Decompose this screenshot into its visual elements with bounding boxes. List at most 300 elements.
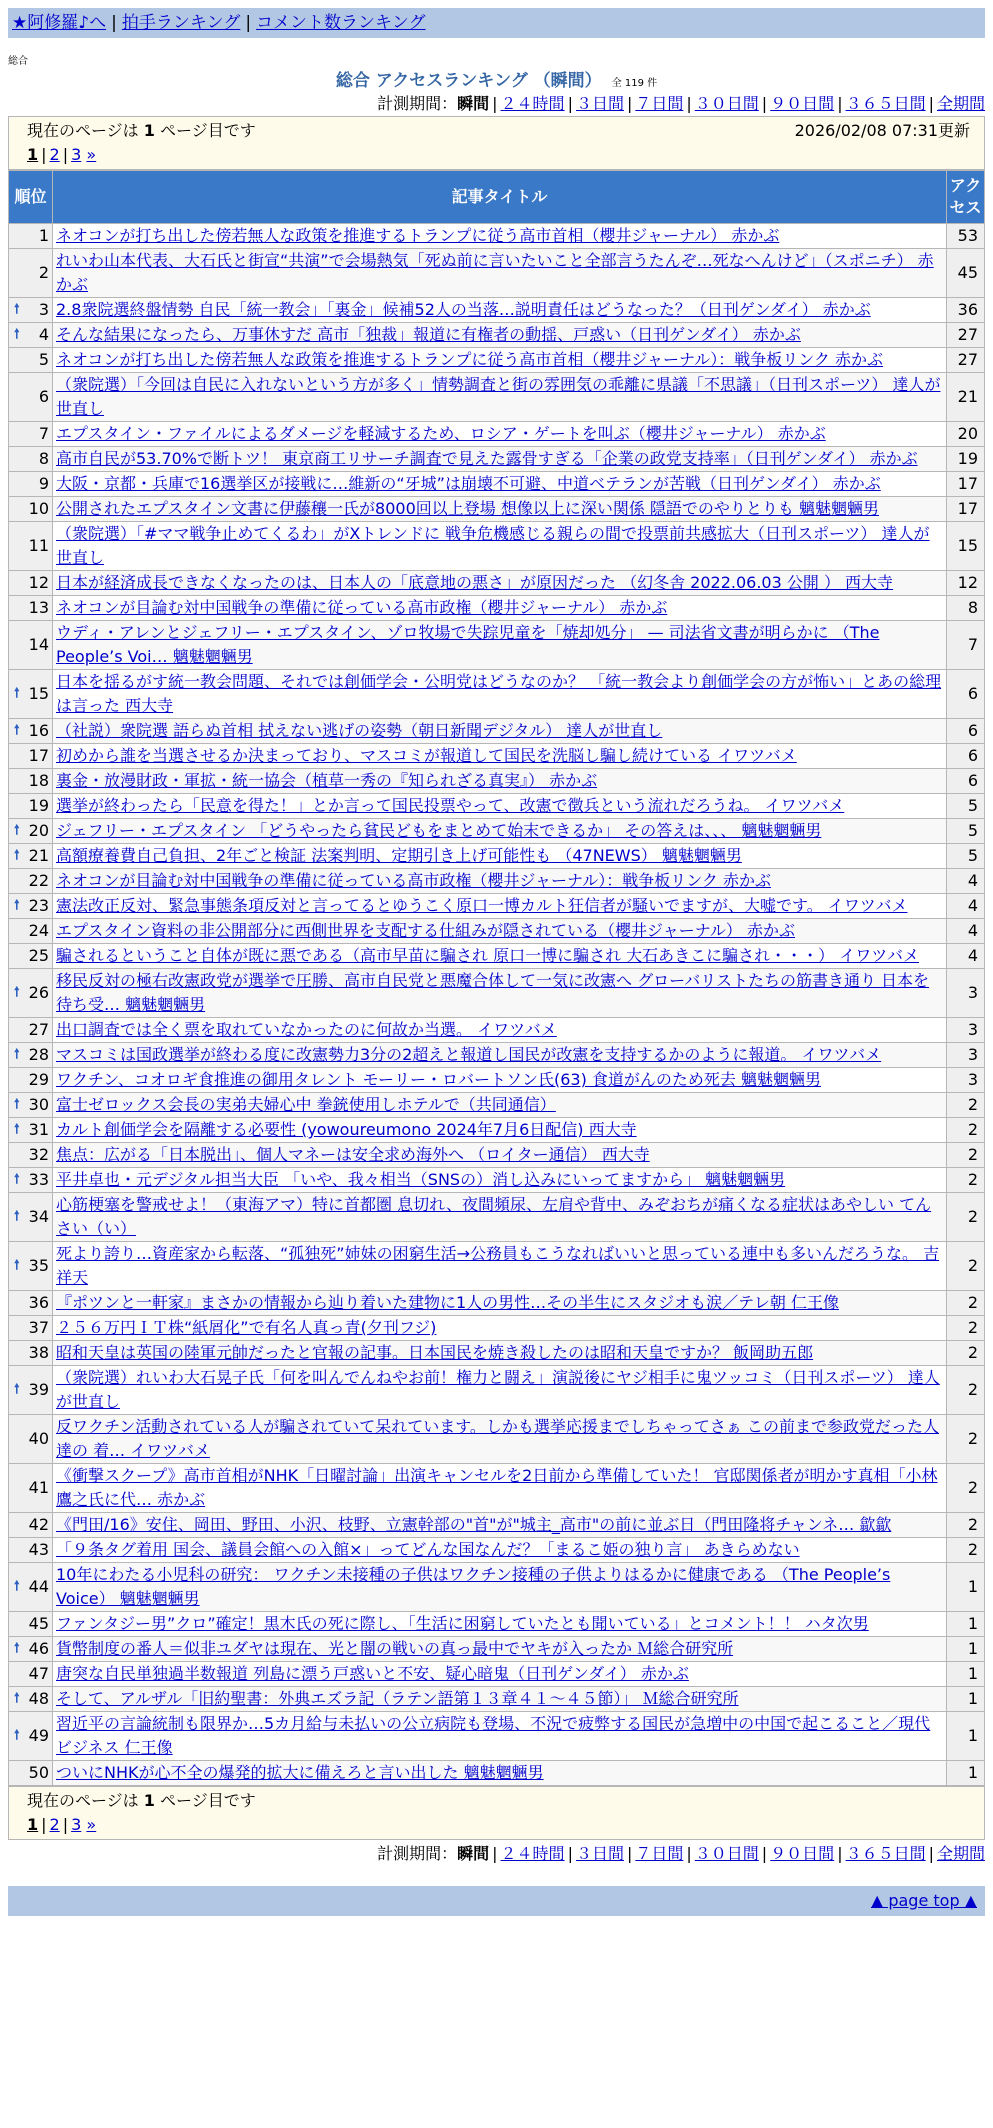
rank-up-arrow-icon: 🠕 bbox=[14, 1122, 20, 1137]
rank-up-arrow-icon: 🠕 bbox=[14, 1728, 20, 1743]
article-title-link[interactable]: ジェフリー・エプスタイン 「どうやったら貧民どもをまとめて始末できるか」 その答えは、、、 魑魅魍魎男 bbox=[56, 821, 822, 840]
table-row bbox=[9, 249, 985, 298]
rank-cell bbox=[9, 1043, 53, 1068]
article-title-link[interactable]: 平井卓也・元デジタル担当大臣 「いや、我々相当（SNSの）消し込みにいってますから」 魑魅魍魎男 bbox=[56, 1170, 786, 1189]
rank-number: 1 bbox=[38, 226, 49, 245]
rank-up-arrow-icon: 🠕 bbox=[14, 1579, 20, 1594]
article-title-link[interactable]: ネオコンが打ち出した傍若無人な政策を推進するトランプに従う高市首相（櫻井ジャーナル） 赤かぶ bbox=[56, 226, 780, 245]
page-top-link[interactable]: ▲ page top ▲ bbox=[870, 1891, 977, 1910]
rank-cell bbox=[9, 969, 53, 1018]
access-count: 2 bbox=[947, 1366, 985, 1415]
rank-cell bbox=[9, 844, 53, 869]
access-count: 12 bbox=[947, 571, 985, 596]
title-cell bbox=[53, 1712, 947, 1761]
article-title-link[interactable]: 焦点：広がる「日本脱出」、個人マネーは安全求め海外へ （ロイター通信） 西大寺 bbox=[56, 1145, 650, 1164]
title-cell bbox=[53, 1018, 947, 1043]
article-title-link[interactable]: 公開されたエプスタイン文書に伊藤穰一氏が8000回以上登場 想像以上に深い関係 隠語でのやりとりも 魑魅魍魎男 bbox=[56, 499, 880, 518]
article-title-link[interactable]: 日本を揺るがす統一教会問題、それでは創価学会・公明党はどうなのか？ 「統一教会より創価学会の方が怖い」とあの総理は言った 西大寺 bbox=[56, 672, 942, 715]
title-cell bbox=[53, 794, 947, 819]
table-row bbox=[9, 1341, 985, 1366]
article-title-link[interactable]: ネオコンが目論む対中国戦争の準備に従っている高市政権（櫻井ジャーナル）：戦争板リンク 赤かぶ bbox=[56, 871, 772, 890]
rank-number: 24 bbox=[28, 921, 49, 940]
article-title-link[interactable]: ワクチン、コオロギ食推進の御用タレント モーリー・ロバートソン氏(63) 食道がんのため死去 魑魅魍魎男 bbox=[56, 1070, 821, 1089]
access-count: 2 bbox=[947, 1143, 985, 1168]
rank-up-arrow-icon: 🠕 bbox=[14, 1382, 20, 1397]
period-selector-bottom: 計測期間：瞬間 | ２４時間 | ３日間 | ７日間 | ３０日間 | ９０日間 | ３６５日間 | 全期間 bbox=[377, 1844, 985, 1863]
table-row bbox=[9, 869, 985, 894]
access-count: 2 bbox=[947, 1538, 985, 1563]
access-count: 2 bbox=[947, 1093, 985, 1118]
rank-number: 45 bbox=[28, 1614, 49, 1633]
pager-next-bottom[interactable]: » bbox=[86, 1815, 97, 1834]
period-link-24h[interactable]: ２４時間 bbox=[500, 94, 565, 113]
rank-cell bbox=[9, 298, 53, 323]
table-row bbox=[9, 1193, 985, 1242]
period-link-3d[interactable]: ３日間 bbox=[575, 94, 624, 113]
table-row bbox=[9, 1242, 985, 1291]
rank-cell bbox=[9, 323, 53, 348]
rank-cell bbox=[9, 819, 53, 844]
title-cell bbox=[53, 373, 947, 422]
pager-page-2[interactable]: 2 bbox=[49, 145, 60, 164]
article-title-link[interactable]: （衆院選）れいわ大石晃子氏「何を叫んでんねやお前！権力と闘え」演説後にヤジ相手に鬼ツッコミ（日刊スポーツ） 達人が世直し bbox=[56, 1368, 940, 1411]
rank-up-arrow-icon: 🠕 bbox=[14, 686, 20, 701]
bottom-bar bbox=[8, 1886, 985, 1916]
rank-number: 15 bbox=[28, 684, 49, 703]
rank-cell bbox=[9, 522, 53, 571]
rank-number: 23 bbox=[28, 896, 49, 915]
article-title-link[interactable]: 『ポツンと一軒家』まさかの情報から辿り着いた建物に1人の男性…その半生にスタジオも涙／テレ朝 仁王像 bbox=[56, 1293, 839, 1312]
rank-cell bbox=[9, 348, 53, 373]
rank-number: 31 bbox=[28, 1120, 49, 1139]
rank-cell bbox=[9, 1687, 53, 1712]
rank-number: 38 bbox=[28, 1343, 49, 1362]
table-row bbox=[9, 323, 985, 348]
title-cell bbox=[53, 1415, 947, 1464]
article-title-link[interactable]: 貨幣制度の番人＝似非ユダヤは現在、光と闇の戦いの真っ最中でヤキが入ったか Ｍ総合研究所 bbox=[56, 1639, 734, 1658]
access-count: 2 bbox=[947, 1291, 985, 1316]
article-title-link[interactable]: ２５６万円ＩＴ株“紙屑化”で有名人真っ青(夕刊フジ) bbox=[56, 1318, 437, 1337]
access-count: 1 bbox=[947, 1637, 985, 1662]
rank-cell bbox=[9, 1068, 53, 1093]
rank-cell bbox=[9, 919, 53, 944]
rank-cell bbox=[9, 1415, 53, 1464]
rank-up-arrow-icon: 🠕 bbox=[14, 898, 20, 913]
total-count: 全 119 件 bbox=[611, 78, 658, 89]
article-title-link[interactable]: 死より誇り…資産家から転落、“孤独死”姉妹の困窮生活→公務員もこうなればいいと思っている連中も多いんだろうな。 吉祥天 bbox=[56, 1244, 940, 1287]
period-current-bottom: 瞬間 bbox=[457, 1844, 490, 1863]
access-count: 21 bbox=[947, 373, 985, 422]
period-link-365d[interactable]: ３６５日間 bbox=[845, 94, 926, 113]
rank-cell bbox=[9, 447, 53, 472]
table-row bbox=[9, 497, 985, 522]
access-count: 3 bbox=[947, 1068, 985, 1093]
rank-number: 10 bbox=[28, 499, 49, 518]
update-time: 2026/02/08 07:31更新 bbox=[794, 121, 970, 140]
separator: | bbox=[245, 13, 252, 33]
table-row bbox=[9, 919, 985, 944]
article-title-link[interactable]: （衆院選）「今回は自民に入れないという方が多く」情勢調査と街の雰囲気の乖離に県議「不思議」（日刊スポーツ） 達人が世直し bbox=[56, 375, 941, 418]
rank-cell bbox=[9, 1242, 53, 1291]
article-title-link[interactable]: マスコミは国政選挙が終わる度に改憲勢力3分の2超えと報道し国民が改憲を支持するかのように報道。 イワツバメ bbox=[56, 1045, 882, 1064]
table-row bbox=[9, 1291, 985, 1316]
article-title-link[interactable]: 出口調査では全く票を取れていなかったのに何故か当選。 イワツバメ bbox=[56, 1020, 557, 1039]
table-row bbox=[9, 1612, 985, 1637]
period-link-30d[interactable]: ３０日間 bbox=[694, 94, 759, 113]
page bbox=[8, 0, 985, 1916]
title-cell bbox=[53, 919, 947, 944]
title-cell bbox=[53, 1687, 947, 1712]
title-cell bbox=[53, 1093, 947, 1118]
table-row bbox=[9, 1093, 985, 1118]
rank-number: 32 bbox=[28, 1145, 49, 1164]
pager-page-3[interactable]: 3 bbox=[71, 145, 82, 164]
period-link-24h-bottom[interactable]: ２４時間 bbox=[500, 1844, 565, 1863]
article-title-link[interactable]: 《衝撃スクープ》高市首相がNHK「日曜討論」出演キャンセルを2日前から準備していた！ 官邸関係者が明かす真相「小林鷹之氏に代… 赤かぶ bbox=[56, 1466, 938, 1509]
rank-number: 20 bbox=[28, 821, 49, 840]
access-count: 27 bbox=[947, 348, 985, 373]
article-title-link[interactable]: ファンタジー男”クロ”確定！黒木氏の死に際し、「生活に困窮していたとも聞いている」とコメント！！ ハタ次男 bbox=[56, 1614, 869, 1633]
access-count: 4 bbox=[947, 894, 985, 919]
title-cell bbox=[53, 1193, 947, 1242]
pager-page-3-bottom[interactable]: 3 bbox=[71, 1815, 82, 1834]
pager-current: 1 bbox=[27, 145, 39, 164]
rank-cell bbox=[9, 794, 53, 819]
access-count: 2 bbox=[947, 1415, 985, 1464]
title-cell bbox=[53, 1316, 947, 1341]
title-cell bbox=[53, 1242, 947, 1291]
period-link-3d-bottom[interactable]: ３日間 bbox=[575, 1844, 624, 1863]
pager-page-2-bottom[interactable]: 2 bbox=[49, 1815, 60, 1834]
rank-number: 34 bbox=[28, 1207, 49, 1226]
rank-number: 26 bbox=[28, 983, 49, 1002]
title-cell bbox=[53, 497, 947, 522]
rank-number: 50 bbox=[28, 1763, 49, 1782]
rank-up-arrow-icon: 🠕 bbox=[14, 1691, 20, 1706]
article-title-link[interactable]: 富士ゼロックス会長の実弟夫婦心中 拳銃使用しホテルで（共同通信） bbox=[56, 1095, 556, 1114]
period-link-90d-bottom[interactable]: ９０日間 bbox=[770, 1844, 835, 1863]
access-count: 19 bbox=[947, 447, 985, 472]
article-title-link[interactable]: エプスタイン・ファイルによるダメージを軽減するため、ロシア・ゲートを叫ぶ（櫻井ジャーナル） 赤かぶ bbox=[56, 424, 826, 443]
access-count: 2 bbox=[947, 1316, 985, 1341]
access-count: 1 bbox=[947, 1712, 985, 1761]
title-cell bbox=[53, 472, 947, 497]
article-title-link[interactable]: （衆院選）「#ママ戦争止めてくるわ」がXトレンドに 戦争危機感じる親らの間で投票前共感拡大（日刊スポーツ） 達人が世直し bbox=[56, 524, 930, 567]
title-cell bbox=[53, 869, 947, 894]
table-row bbox=[9, 1018, 985, 1043]
rank-number: 37 bbox=[28, 1318, 49, 1337]
title-cell bbox=[53, 894, 947, 919]
rank-cell bbox=[9, 249, 53, 298]
rank-number: 6 bbox=[38, 387, 49, 406]
table-row bbox=[9, 348, 985, 373]
table-row bbox=[9, 1538, 985, 1563]
rank-up-arrow-icon: 🠕 bbox=[14, 1258, 20, 1273]
access-count: 5 bbox=[947, 819, 985, 844]
period-link-7d[interactable]: ７日間 bbox=[635, 94, 684, 113]
article-title-link[interactable]: そんな結果になったら、万事休すだ 高市「独裁」報道に有権者の動揺、戸惑い（日刊ゲンダイ） 赤かぶ bbox=[56, 325, 801, 344]
rank-up-arrow-icon: 🠕 bbox=[14, 985, 20, 1000]
rank-up-arrow-icon: 🠕 bbox=[14, 1047, 20, 1062]
rank-number: 12 bbox=[28, 573, 49, 592]
rank-cell bbox=[9, 596, 53, 621]
table-row bbox=[9, 522, 985, 571]
article-title-link[interactable]: ネオコンが目論む対中国戦争の準備に従っている高市政権（櫻井ジャーナル） 赤かぶ bbox=[56, 598, 668, 617]
rank-number: 22 bbox=[28, 871, 49, 890]
access-count: 2 bbox=[947, 1193, 985, 1242]
article-title-link[interactable]: 憲法改正反対、緊急事態条項反対と言ってるとゆうこく原口一博カルト狂信者が騒いでますが、大嘘です。 イワツバメ bbox=[56, 896, 908, 915]
article-title-link[interactable]: 選挙が終わったら「民意を得た！」とか言って国民投票やって、改憲で徴兵という流れだろうね。 イワツバメ bbox=[56, 796, 845, 815]
separator: | bbox=[111, 13, 117, 33]
pager-bottom: 1 | 2 | 3 » bbox=[27, 1815, 97, 1834]
article-title-link[interactable]: エプスタイン資料の非公開部分に西側世界を支配する仕組みが隠されている（櫻井ジャーナル） 赤かぶ bbox=[56, 921, 796, 940]
access-count: 2 bbox=[947, 1118, 985, 1143]
access-count: 6 bbox=[947, 744, 985, 769]
access-count: 4 bbox=[947, 919, 985, 944]
article-title-link[interactable]: 《門田/16》安住、岡田、野田、小沢、枝野、立憲幹部の"首"が"城主_高市"の前に並ぶ日（門田隆将チャンネ… 歙歙 bbox=[56, 1515, 892, 1534]
rank-cell bbox=[9, 769, 53, 794]
table-row bbox=[9, 769, 985, 794]
rank-number: 9 bbox=[38, 474, 49, 493]
rank-number: 14 bbox=[28, 635, 49, 654]
table-row bbox=[9, 1316, 985, 1341]
article-title-link[interactable]: （社説）衆院選 語らぬ首相 拭えない逃げの姿勢（朝日新聞デジタル） 達人が世直し bbox=[56, 721, 663, 740]
article-title-link[interactable]: 高額療養費自己負担、2年ごと検証 法案判明、定期引き上げ可能性も （47NEWS） 魑魅魍魎男 bbox=[56, 846, 742, 865]
access-count: 36 bbox=[947, 298, 985, 323]
access-count: 2 bbox=[947, 1464, 985, 1513]
access-count: 1 bbox=[947, 1761, 985, 1786]
rank-cell bbox=[9, 1093, 53, 1118]
article-title-link[interactable]: 習近平の言論統制も限界か…5カ月給与未払いの公立病院も登場、不況で疲弊する国民が急増中の中国で起こること／現代ビジネス 仁王像 bbox=[56, 1714, 931, 1757]
article-title-link[interactable]: 移民反対の極右改憲政党が選挙で圧勝、高市自民党と悪魔合体して一気に改憲へ グローバリストたちの筋書き通り 日本を待ち受… 魑魅魍魎男 bbox=[56, 971, 930, 1014]
article-title-link[interactable]: 10年にわたる小児科の研究： ワクチン未接種の子供はワクチン接種の子供よりはるかに健康である （The People’s Voice） 魑魅魍魎男 bbox=[56, 1565, 891, 1608]
access-count: 53 bbox=[947, 224, 985, 249]
table-row bbox=[9, 1143, 985, 1168]
title-cell bbox=[53, 1612, 947, 1637]
title-cell bbox=[53, 1662, 947, 1687]
rank-number: 25 bbox=[28, 946, 49, 965]
rank-cell bbox=[9, 1193, 53, 1242]
access-count: 5 bbox=[947, 844, 985, 869]
table-row bbox=[9, 1687, 985, 1712]
table-row bbox=[9, 596, 985, 621]
pager-current-bottom: 1 bbox=[27, 1815, 39, 1834]
table-row bbox=[9, 422, 985, 447]
article-title-link[interactable]: 初めから誰を当選させるか決まっており、マスコミが報道して国民を洗脳し騙し続けている イワツバメ bbox=[56, 746, 797, 765]
rank-number: 2 bbox=[38, 263, 49, 282]
period-link-365d-bottom[interactable]: ３６５日間 bbox=[845, 1844, 926, 1863]
rank-cell bbox=[9, 1538, 53, 1563]
rank-cell bbox=[9, 944, 53, 969]
ranking-rows bbox=[9, 224, 985, 1786]
rank-number: 19 bbox=[28, 796, 49, 815]
period-link-all[interactable]: 全期間 bbox=[936, 94, 985, 113]
rank-cell bbox=[9, 497, 53, 522]
period-label: 計測期間： bbox=[377, 94, 458, 113]
article-title-link[interactable]: 心筋梗塞を警戒せよ！（東海アマ）特に首都圏 息切れ、夜間頻尿、左肩や背中、みぞおちが痛くなる症状はあやしい てんさい（い） bbox=[56, 1195, 932, 1238]
page-info-top bbox=[8, 116, 985, 170]
access-count: 4 bbox=[947, 869, 985, 894]
table-row bbox=[9, 1662, 985, 1687]
table-row bbox=[9, 224, 985, 249]
home-link[interactable]: ★阿修羅♪へ bbox=[12, 13, 107, 33]
title-cell bbox=[53, 744, 947, 769]
ranking-title-row bbox=[8, 70, 985, 92]
rank-cell bbox=[9, 1662, 53, 1687]
rank-cell bbox=[9, 1316, 53, 1341]
rank-up-arrow-icon: 🠕 bbox=[14, 1209, 20, 1224]
article-title-link[interactable]: そして、アルザル「旧約聖書：外典エズラ記（ラテン語第１３章４１～４５節）」 Ｍ総合研究所 bbox=[56, 1689, 739, 1708]
title-cell bbox=[53, 1291, 947, 1316]
rank-number: 27 bbox=[28, 1020, 49, 1039]
comment-ranking-link[interactable]: コメント数ランキング bbox=[256, 13, 426, 33]
title-cell bbox=[53, 323, 947, 348]
table-row bbox=[9, 794, 985, 819]
access-count: 2 bbox=[947, 1168, 985, 1193]
article-title-link[interactable]: 昭和天皇は英国の陸軍元帥だったと官報の記事。日本国民を焼き殺したのは昭和天皇ですか？ 飯岡助五郎 bbox=[56, 1343, 814, 1362]
rank-cell bbox=[9, 1143, 53, 1168]
title-cell bbox=[53, 670, 947, 719]
title-cell bbox=[53, 1538, 947, 1563]
rank-cell bbox=[9, 1341, 53, 1366]
title-cell bbox=[53, 522, 947, 571]
title-cell bbox=[53, 944, 947, 969]
article-title-link[interactable]: ウディ・アレンとジェフリー・エプスタイン、ゾロ牧場で失踪児童を「焼却処分」 — 司法省文書が明らかに （The People’s Voi… 魑魅魍魎男 bbox=[56, 623, 880, 666]
access-count: 1 bbox=[947, 1563, 985, 1612]
title-cell bbox=[53, 596, 947, 621]
title-cell bbox=[53, 571, 947, 596]
article-title-link[interactable]: ネオコンが打ち出した傍若無人な政策を推進するトランプに従う高市首相（櫻井ジャーナル）：戦争板リンク 赤かぶ bbox=[56, 350, 884, 369]
access-count: 6 bbox=[947, 769, 985, 794]
title-cell bbox=[53, 1366, 947, 1415]
article-title-link[interactable]: 裏金・放漫財政・軍拡・統一協会（植草一秀の『知られざる真実』） 赤かぶ bbox=[56, 771, 598, 790]
rank-number: 4 bbox=[38, 325, 49, 344]
period-link-7d-bottom[interactable]: ７日間 bbox=[635, 1844, 684, 1863]
period-link-all-bottom[interactable]: 全期間 bbox=[936, 1844, 985, 1863]
title-cell bbox=[53, 1341, 947, 1366]
rank-number: 8 bbox=[38, 449, 49, 468]
rank-number: 47 bbox=[28, 1664, 49, 1683]
access-count: 1 bbox=[947, 1662, 985, 1687]
table-row bbox=[9, 621, 985, 670]
table-row bbox=[9, 571, 985, 596]
table-row bbox=[9, 819, 985, 844]
article-title-link[interactable]: れいわ山本代表、大石氏と街宣“共演”で会場熱気「死ぬ前に言いたいこと全部言うたんぞ…死なへんけど」（スポニチ） 赤かぶ bbox=[56, 251, 934, 294]
table-row bbox=[9, 1761, 985, 1786]
title-cell bbox=[53, 1043, 947, 1068]
article-title-link[interactable]: 唐突な自民単独過半数報道 列島に漂う戸惑いと不安、疑心暗鬼（日刊ゲンダイ） 赤かぶ bbox=[56, 1664, 689, 1683]
access-count: 5 bbox=[947, 794, 985, 819]
table-row bbox=[9, 1513, 985, 1538]
access-count: 45 bbox=[947, 249, 985, 298]
title-cell bbox=[53, 1464, 947, 1513]
table-row bbox=[9, 472, 985, 497]
article-title-link[interactable]: 2.8衆院選終盤情勢 自民「統一教会」「裏金」候補52人の当落…説明責任はどうなった？（日刊ゲンダイ） 赤かぶ bbox=[56, 300, 871, 319]
article-title-link[interactable]: 騙されるということ自体が既に悪である（高市早苗に騙され 原口一博に騙され 大石あきこに騙され・・・） イワツバメ bbox=[56, 946, 919, 965]
rank-number: 35 bbox=[28, 1256, 49, 1275]
rank-cell bbox=[9, 1637, 53, 1662]
rank-number: 40 bbox=[28, 1429, 49, 1448]
table-row bbox=[9, 1464, 985, 1513]
header-title: 記事タイトル bbox=[53, 171, 947, 224]
rank-cell bbox=[9, 1563, 53, 1612]
access-count: 8 bbox=[947, 596, 985, 621]
title-cell bbox=[53, 969, 947, 1018]
title-cell bbox=[53, 769, 947, 794]
rank-number: 46 bbox=[28, 1639, 49, 1658]
table-row bbox=[9, 1068, 985, 1093]
period-link-90d[interactable]: ９０日間 bbox=[770, 94, 835, 113]
applause-ranking-link[interactable]: 拍手ランキング bbox=[121, 13, 241, 33]
article-title-link[interactable]: 「９条タグ着用 国会、議員会館への入館×」ってどんな国なんだ？「まるこ姫の独り言」 あきらめない bbox=[56, 1540, 800, 1559]
rank-up-arrow-icon: 🠕 bbox=[14, 1641, 20, 1656]
pager-next[interactable]: » bbox=[86, 145, 97, 164]
article-title-link[interactable]: ついにNHKが心不全の爆発的拡大に備えろと言い出した 魑魅魍魎男 bbox=[56, 1763, 544, 1782]
access-count: 1 bbox=[947, 1612, 985, 1637]
period-label-bottom: 計測期間： bbox=[377, 1844, 458, 1863]
article-title-link[interactable]: 反ワクチン活動されている人が騙されていて呆れています。しかも選挙応援までしちゃってさぁ この前まで参政党だった人達の 着… イワツバメ bbox=[56, 1417, 940, 1460]
table-row bbox=[9, 447, 985, 472]
table-row bbox=[9, 894, 985, 919]
rank-number: 29 bbox=[28, 1070, 49, 1089]
rank-number: 49 bbox=[28, 1726, 49, 1745]
rank-cell bbox=[9, 1118, 53, 1143]
rank-cell bbox=[9, 719, 53, 744]
title-cell bbox=[53, 1637, 947, 1662]
rank-number: 5 bbox=[38, 350, 49, 369]
rank-number: 36 bbox=[28, 1293, 49, 1312]
rank-cell bbox=[9, 224, 53, 249]
title-cell bbox=[53, 844, 947, 869]
period-link-30d-bottom[interactable]: ３０日間 bbox=[694, 1844, 759, 1863]
title-cell bbox=[53, 224, 947, 249]
rank-cell bbox=[9, 1464, 53, 1513]
rank-number: 42 bbox=[28, 1515, 49, 1534]
rank-cell bbox=[9, 621, 53, 670]
rank-cell bbox=[9, 1612, 53, 1637]
ranking-title: 総合 アクセスランキング （瞬間） bbox=[335, 71, 602, 91]
table-row bbox=[9, 373, 985, 422]
table-row bbox=[9, 844, 985, 869]
access-count: 3 bbox=[947, 969, 985, 1018]
access-count: 4 bbox=[947, 944, 985, 969]
rank-cell bbox=[9, 1168, 53, 1193]
access-count: 6 bbox=[947, 670, 985, 719]
access-count: 1 bbox=[947, 1687, 985, 1712]
rank-cell bbox=[9, 571, 53, 596]
access-count: 20 bbox=[947, 422, 985, 447]
section-label: 総合 bbox=[8, 56, 28, 67]
rank-number: 16 bbox=[28, 721, 49, 740]
title-cell bbox=[53, 298, 947, 323]
article-title-link[interactable]: カルト創価学会を隔離する必要性 (yowoureumono 2024年7月6日配信) 西大寺 bbox=[56, 1120, 637, 1139]
page-status: 現在のページは 1 ページ目です bbox=[27, 121, 256, 140]
table-row bbox=[9, 1637, 985, 1662]
rank-number: 48 bbox=[28, 1689, 49, 1708]
article-title-link[interactable]: 日本が経済成長できなくなったのは、日本人の「底意地の悪さ」が原因だった （幻冬舎 2022.06.03 公開 ） 西大寺 bbox=[56, 573, 894, 592]
article-title-link[interactable]: 大阪・京都・兵庫で16選挙区が接戦に…維新の“牙城”は崩壊不可避、中道ベテランが苦戦（日刊ゲンダイ） 赤かぶ bbox=[56, 474, 881, 493]
article-title-link[interactable]: 高市自民が53.70%で断トツ！ 東京商工リサーチ調査で見えた露骨すぎる「企業の政党支持率」（日刊ゲンダイ） 赤かぶ bbox=[56, 449, 918, 468]
access-count: 17 bbox=[947, 472, 985, 497]
rank-up-arrow-icon: 🠕 bbox=[14, 327, 20, 342]
access-count: 7 bbox=[947, 621, 985, 670]
page-info-bottom bbox=[8, 1786, 985, 1840]
rank-number: 17 bbox=[28, 746, 49, 765]
access-count: 6 bbox=[947, 719, 985, 744]
top-nav-bar bbox=[8, 8, 985, 38]
access-count: 15 bbox=[947, 522, 985, 571]
rank-cell bbox=[9, 670, 53, 719]
